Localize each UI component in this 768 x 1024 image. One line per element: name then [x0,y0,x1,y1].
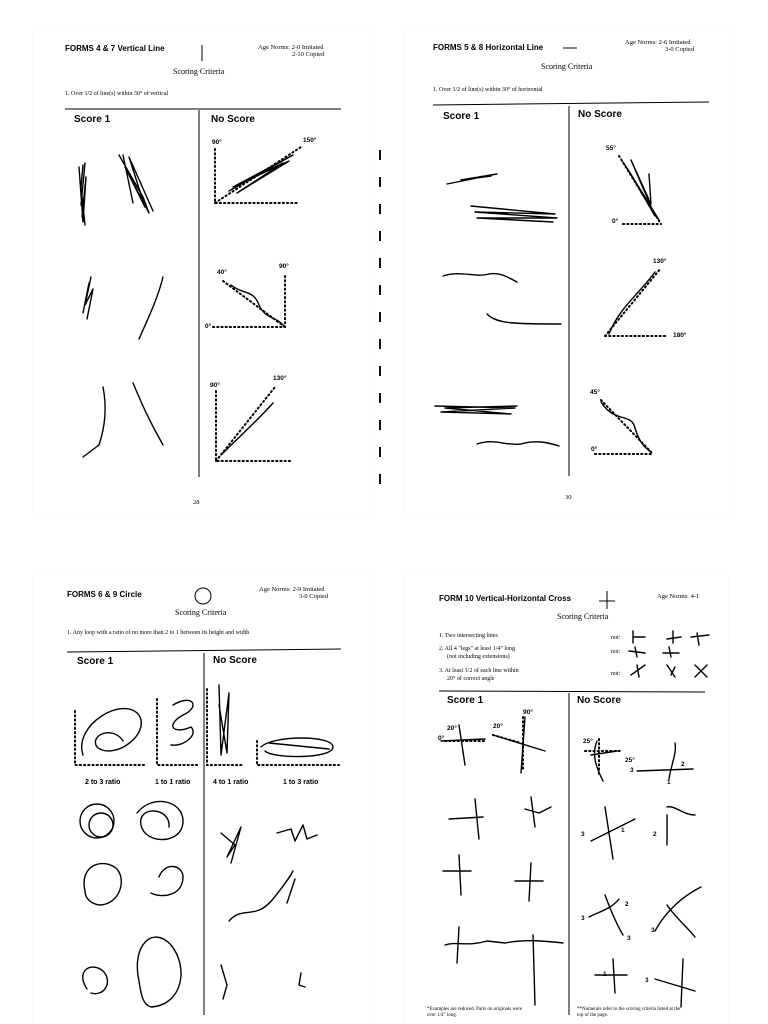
loop-drawing [151,866,183,895]
not-label: not: [611,671,621,677]
cross-drawing [441,725,485,765]
loop-drawing [83,967,108,994]
drawn-line [221,403,273,455]
scribble [299,973,305,987]
numeral-label: 2 [625,901,629,908]
angle-label: 90° [279,263,289,270]
divider-line [67,649,341,652]
criterion-1: 1. Over 1/2 of line(s) within 30° of horizontal [433,87,543,93]
cross-drawing [515,863,543,901]
ratio-label: 1 to 3 ratio [283,779,319,786]
numeral-label: 1 [667,779,671,786]
not-example [691,633,709,645]
numeral-label: 3 [581,915,585,922]
numeral-label: 3 [645,977,649,984]
drawn-line [139,277,163,339]
angle-label: 150° [303,137,317,144]
angle-label: 0° [612,218,619,225]
angle-label: 130° [273,375,287,382]
numeral-label: 3 [627,935,631,942]
scribble [83,277,93,319]
not-example [667,631,681,643]
scribble [119,155,153,213]
criterion-1: 1. Two intersecting lines [439,633,498,639]
cross-drawing [637,743,693,779]
criterion-2-note: (not including extensions) [447,654,510,660]
scribble [221,965,227,999]
criterion-1: 1. Any loop with a ratio of no more than 2 to 1 between its height and width [67,630,250,636]
drawn-line [487,314,561,324]
no-score-heading: No Score [213,655,257,666]
angle-guide [493,717,523,771]
ratio-label: 4 to 1 ratio [213,779,249,786]
cross-drawing [595,959,627,993]
cross-drawing [655,887,701,937]
not-example [633,631,645,643]
cross-drawing [667,807,695,845]
angle-label: 20° [493,723,503,730]
drawn-line [477,442,559,446]
footnote-examples: *Examples are reduced. Parts on originals were over 1/4" long. [427,1007,523,1018]
scoring-criteria-heading: Scoring Criteria [541,62,593,71]
no-score-heading: No Score [578,109,622,120]
score-1-heading: Score 1 [77,656,114,667]
loop-drawing [137,801,183,839]
page-number: 28 [193,499,200,506]
not-example [629,647,645,657]
scoring-criteria-heading: Scoring Criteria [175,608,227,617]
scribble [229,155,293,193]
loop-drawing [89,813,113,837]
footnote-numerals: **Numerals refer to the scoring criteria listed at the top of the page. [577,1007,681,1018]
divider-line [439,691,705,692]
numeral-label: 2 [653,831,657,838]
page-title: FORMS 6 & 9 Circle [67,590,142,599]
scribble [219,685,229,755]
age-norms: Age Norms: 4-1 [657,593,700,600]
scribble [435,406,517,414]
scribble [447,174,497,184]
divider-line [433,102,709,105]
ratio-label: 2 to 3 ratio [85,779,121,786]
angle-guide [216,387,275,461]
numeral-label: 2 [681,761,685,768]
page-horizontal-line [405,28,730,516]
score-1-heading: Score 1 [447,695,484,706]
criterion-2: 2. All 4 "legs" at least 1/4" long [439,646,516,652]
angle-label: 90° [210,382,220,389]
angle-label: 90° [523,709,533,716]
age-norms: Age Norms: 2-6 Imitated 3-0 Copied [625,39,695,53]
cross-drawing [591,807,635,859]
numeral-label: 3 [651,927,655,934]
no-score-heading: No Score [577,695,621,706]
criterion-3: 3. At least 1/2 of each line within [439,668,519,674]
angle-label: 55° [606,145,616,152]
loop-drawing [137,937,181,1007]
angle-label: 0° [591,446,598,453]
age-norms: Age Norms: 2-0 Imitated 2-10 Copied [258,44,325,58]
numeral-label: 3 [581,831,585,838]
page-vertical-line [33,27,369,515]
cross-drawing [445,927,563,1005]
angle-label: 130° [653,258,667,265]
loop-drawing [80,804,114,838]
criterion-1: 1. Over 1/2 of line(s) within 30° of vertical [65,91,169,97]
numeral-label: 3 [630,767,634,774]
cross-drawing [525,797,551,827]
angle-guide [585,739,621,775]
page-title: FORMS 5 & 8 Horizontal Line [433,43,544,52]
scoring-criteria-heading: Scoring Criteria [557,612,609,621]
scribble [261,738,333,757]
angle-label: 180° [673,332,687,339]
example-drawings [405,575,728,1024]
page-number: 30 [565,494,572,501]
loop-drawing [171,700,193,745]
drawn-line [83,387,105,457]
scribble [79,163,86,225]
scribble [221,827,241,863]
cross-drawing [443,855,471,895]
example-drawings [405,28,730,516]
drawn-line [443,274,517,282]
criterion-3-note: 20° of correct angle [447,676,495,682]
not-example [663,647,679,657]
angle-label: 25° [625,757,635,764]
page-title: FORM 10 Vertical-Horizontal Cross [439,594,572,603]
angle-label: 0° [438,735,445,742]
not-example [631,665,645,677]
cross-drawing [449,799,483,839]
example-drawings [33,575,369,1024]
page-title: FORMS 4 & 7 Vertical Line [65,44,165,53]
not-label: not: [611,635,621,641]
scribble [623,160,659,220]
cross-symbol [599,591,615,609]
angle-label: 0° [205,323,212,330]
angle-label: 40° [217,269,227,276]
page-circle [33,575,369,1024]
age-norms: Age Norms: 2-9 Imitated 3-0 Copied [259,586,329,600]
scribble [471,206,557,222]
angle-label: 90° [212,139,222,146]
no-score-heading: No Score [211,114,255,125]
scoring-criteria-heading: Scoring Criteria [173,67,225,76]
cross-drawing [589,895,623,935]
ratio-label: 1 to 1 ratio [155,779,191,786]
drawn-line [601,402,651,452]
binding-marks [376,150,384,520]
scribble [277,825,317,841]
not-example [695,665,707,677]
cross-drawing [655,959,695,1007]
circle-symbol [195,588,211,604]
angle-label: 25° [583,738,593,745]
score-1-heading: Score 1 [74,114,111,125]
cross-drawing [591,741,617,781]
scribble [229,871,295,921]
numeral-label: 1 [603,971,607,978]
cross-drawing [493,717,545,773]
angle-guide [216,391,290,461]
angle-label: 20° [447,725,457,732]
not-label: not: [611,649,621,655]
drawn-line [231,285,283,325]
numeral-label: 1 [621,827,625,834]
loop-drawing [84,864,121,905]
angle-guide [601,400,653,454]
page-vertical-horizontal-cross [405,575,728,1024]
score-1-heading: Score 1 [443,111,480,122]
angle-label: 45° [590,389,600,396]
not-example [667,665,675,677]
drawn-line [133,383,163,445]
loop-drawing [82,709,142,755]
example-drawings [33,27,369,515]
